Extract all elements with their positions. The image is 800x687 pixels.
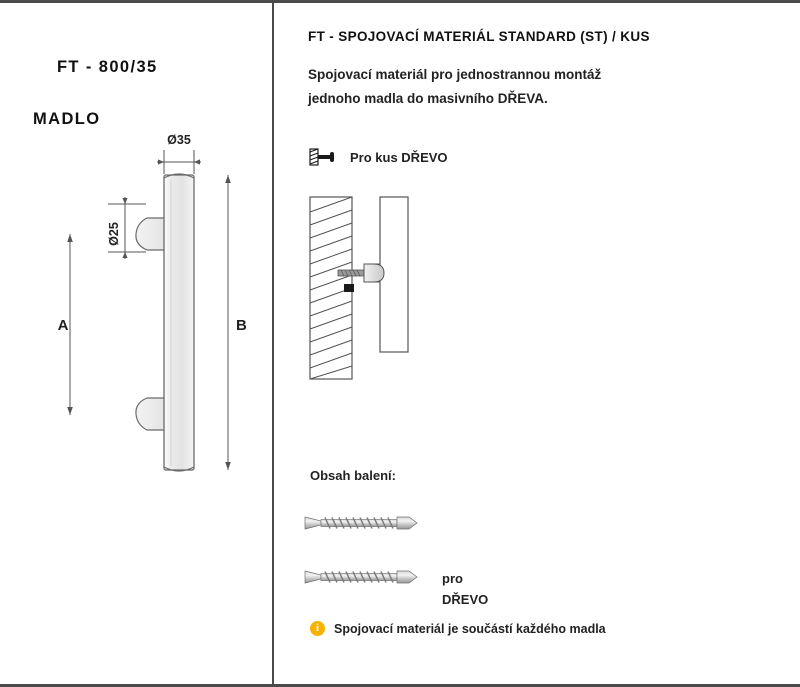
dim-a-label: A — [57, 317, 69, 334]
dim-a-arrow-top — [67, 234, 73, 242]
dim-d25-label: Ø25 — [107, 222, 121, 246]
description-line-1: Spojovací materiál pro jednostrannou montáž — [308, 67, 602, 82]
screw-assembly — [338, 264, 384, 282]
screw-note-line-2: DŘEVO — [442, 592, 489, 607]
info-note-text: Spojovací materiál je součástí každého madla — [334, 621, 606, 636]
wood-screw-shaft — [321, 519, 397, 526]
dim-b-arrow-bottom — [225, 462, 231, 470]
wood-screw-tip — [397, 571, 417, 583]
mount-type-row — [310, 148, 448, 166]
wood-screw-head — [305, 517, 321, 529]
section-heading: FT - SPOJOVACÍ MATERIÁL STANDARD (ST) / KUS — [308, 29, 650, 44]
d25-arrow-top — [122, 198, 127, 204]
screw-plug — [364, 264, 384, 282]
info-note-row — [310, 621, 606, 636]
d35-arrow-right — [194, 159, 200, 164]
dim-a-arrow-bottom — [67, 407, 73, 415]
wood-screw-head — [305, 571, 321, 583]
d25-arrow-bottom — [122, 252, 127, 258]
screw-note-line-1: pro — [442, 571, 463, 586]
info-icon: i — [310, 621, 325, 636]
d35-arrow-left — [158, 159, 164, 164]
column-divider — [272, 3, 274, 684]
wood-screw-tip — [397, 517, 417, 529]
dim-d35-label: Ø35 — [167, 133, 191, 147]
section-description — [308, 63, 708, 111]
product-type: MADLO — [33, 110, 101, 128]
package-contents-items — [305, 505, 525, 605]
list-item — [305, 571, 417, 583]
screw-note — [442, 568, 488, 610]
dim-b-arrow-top — [225, 175, 231, 183]
screw-shaft — [338, 270, 364, 276]
handle-bar — [164, 175, 194, 470]
anchor-block — [344, 284, 354, 292]
description-line-2: jednoho madla do masivního DŘEVA. — [308, 91, 548, 106]
screw-wall-icon — [310, 148, 340, 166]
top-rule — [0, 0, 800, 3]
product-code: FT - 800/35 — [56, 58, 158, 76]
wood-screw-shaft — [321, 573, 397, 580]
package-contents-label: Obsah balení: — [310, 468, 396, 483]
dim-b-label: B — [236, 317, 247, 334]
mount-type-label: Pro kus DŘEVO — [350, 149, 448, 165]
list-item — [305, 517, 417, 529]
handle-technical-drawing — [20, 130, 270, 550]
mounting-cross-section-drawing — [300, 192, 560, 387]
